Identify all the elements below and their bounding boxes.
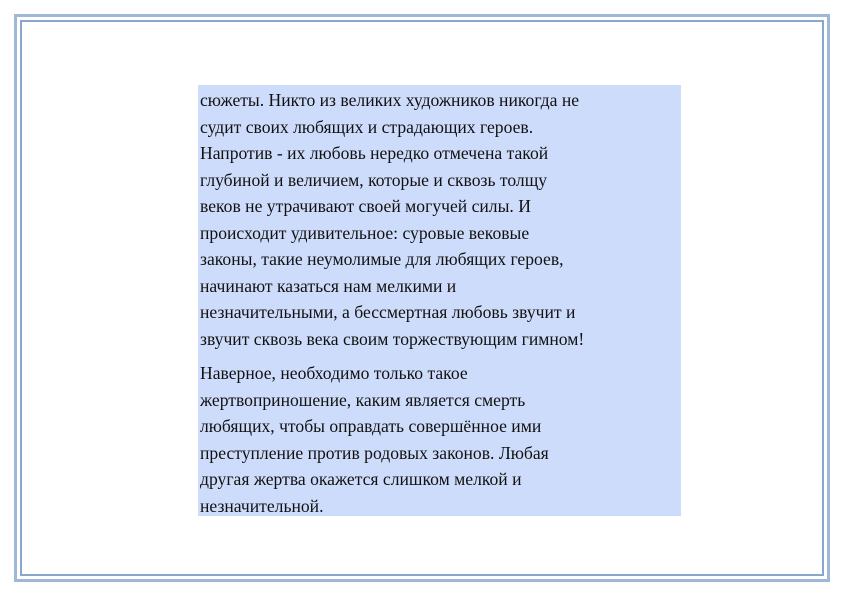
text-line: любящих, чтобы оправдать совершённое ими: [200, 416, 542, 436]
paragraph-1: [200, 87, 681, 352]
text-line: звучит сквозь века своим торжествующим гимном!: [200, 328, 585, 349]
paragraph-2: [200, 360, 681, 519]
text-line: другая жертва окажется слишком мелкой и: [200, 469, 522, 489]
text-line: начинают казаться нам мелкими и: [200, 275, 457, 296]
text-line: веков не утрачивают своей могучей силы. И: [200, 196, 531, 216]
text-block: [198, 85, 681, 516]
text-line: незначительной.: [200, 495, 324, 516]
text-line: незначительными, а бессмертная любовь звучит и: [200, 302, 576, 322]
text-line: законы, такие неумолимые для любящих героев,: [200, 249, 564, 269]
text-line: преступление против родовых законов. Любая: [200, 442, 549, 463]
text-line: Напротив - их любовь нередко отмечена такой: [200, 143, 549, 163]
text-line: жертвоприношение, каким является смерть: [200, 389, 526, 410]
text-line: судит своих любящих и страдающих героев.: [200, 116, 534, 137]
text-line: Наверное, необходимо только такое: [200, 363, 468, 383]
text-line: глубиной и величием, которые и сквозь толщу: [200, 169, 548, 190]
text-line: сюжеты. Никто из великих художников никогда не: [200, 90, 580, 110]
text-line: происходит удивительное: суровые вековые: [200, 222, 530, 243]
